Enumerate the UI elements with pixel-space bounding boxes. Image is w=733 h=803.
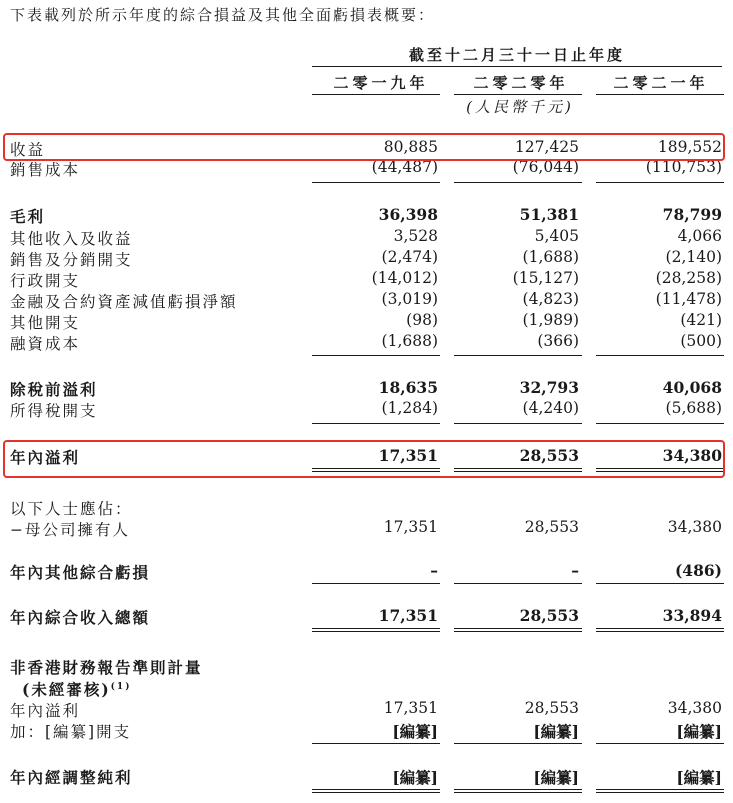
header-divider — [312, 66, 722, 67]
cell-profit-non-hkfrs-2020: 28,553 — [524, 699, 579, 717]
year-header-2020: 二零二零年 — [473, 74, 569, 92]
cell-selling-expenses-2021: (2,140) — [665, 248, 722, 266]
subtotal-rule — [454, 743, 582, 744]
cell-impairment-losses-2020: (4,823) — [522, 290, 579, 308]
cell-admin-expenses-2019: (14,012) — [371, 269, 438, 287]
year-underline-2020 — [454, 94, 582, 95]
cell-other-comprehensive-loss-2021: (486) — [674, 561, 722, 580]
cell-admin-expenses-2020: (15,127) — [512, 269, 579, 287]
revenue-highlight-box — [3, 133, 725, 161]
row-label-total-comprehensive-income: 年內綜合收入總額 — [10, 608, 151, 627]
subtotal-rule — [454, 583, 582, 584]
cell-finance-costs-2020: (366) — [537, 332, 579, 350]
cell-other-income-2021: 4,066 — [677, 227, 722, 245]
cell-profit-non-hkfrs-2021: 34,380 — [667, 699, 722, 717]
row-label-add-redacted-expenses: 加：[編纂]開支 — [10, 723, 132, 741]
cell-profit-non-hkfrs-2019: 17,351 — [383, 699, 438, 717]
total-double-rule — [454, 628, 582, 632]
cell-profit-before-tax-2021: 40,068 — [662, 378, 722, 397]
row-label-owners-of-parent: −母公司擁有人 — [10, 521, 130, 539]
year-underline-2021 — [596, 94, 724, 95]
cell-cost-of-sales-2020: (76,044) — [512, 158, 579, 176]
row-label-non-hkfrs-measure: 非香港財務報告準則計量 — [10, 658, 203, 677]
cell-other-comprehensive-loss-2020: – — [571, 561, 579, 580]
year-header-2019: 二零一九年 — [333, 74, 429, 92]
row-label-revenue: 收益 — [10, 141, 46, 159]
cell-total-comprehensive-income-2019: 17,351 — [378, 606, 438, 625]
total-double-rule — [312, 628, 440, 632]
cell-selling-expenses-2019: (2,474) — [381, 248, 438, 266]
cell-gross-profit-2019: 36,398 — [378, 205, 438, 224]
cell-admin-expenses-2021: (28,258) — [655, 269, 722, 287]
cell-other-expenses-2020: (1,989) — [522, 311, 579, 329]
cell-adjusted-net-profit-2021: [編纂] — [676, 768, 722, 787]
cell-other-expenses-2021: (421) — [680, 311, 722, 329]
row-label-profit-for-year: 年內溢利 — [10, 448, 81, 467]
year-header-2021: 二零二一年 — [613, 74, 709, 92]
cell-finance-costs-2019: (1,688) — [381, 332, 438, 350]
cell-cost-of-sales-2021: (110,753) — [645, 158, 722, 176]
row-label-unaudited: (未經審核)$^{(1)}$ — [22, 680, 132, 699]
total-double-rule — [454, 789, 582, 793]
cell-other-expenses-2019: (98) — [406, 311, 438, 329]
total-double-rule — [596, 628, 724, 632]
row-label-adjusted-net-profit: 年內經調整純利 — [10, 768, 133, 787]
subtotal-rule — [596, 423, 724, 424]
total-double-rule — [312, 789, 440, 793]
cell-profit-for-year-2020: 28,553 — [519, 446, 579, 465]
cell-owners-of-parent-2019: 17,351 — [383, 518, 438, 536]
row-label-selling-expenses: 銷售及分銷開支 — [10, 251, 133, 269]
cell-revenue-2020: 127,425 — [514, 138, 579, 156]
row-label-other-income: 其他收入及收益 — [10, 230, 133, 248]
cell-owners-of-parent-2021: 34,380 — [667, 518, 722, 536]
subtotal-rule — [312, 743, 440, 744]
cell-revenue-2021: 189,552 — [657, 138, 722, 156]
cell-finance-costs-2021: (500) — [680, 332, 722, 350]
cell-income-tax-2020: (4,240) — [522, 399, 579, 417]
footnote-marker: (1) — [110, 681, 132, 692]
cell-other-income-2019: 3,528 — [393, 227, 438, 245]
cell-impairment-losses-2021: (11,478) — [655, 290, 722, 308]
subtotal-rule — [596, 182, 724, 183]
cell-redacted-expenses-2020: [編纂] — [533, 722, 579, 741]
cell-gross-profit-2020: 51,381 — [519, 205, 579, 224]
cell-profit-for-year-2021: 34,380 — [662, 446, 722, 465]
row-label-other-expenses: 其他開支 — [10, 314, 81, 332]
row-label-finance-costs: 融資成本 — [10, 335, 81, 353]
cell-revenue-2019: 80,885 — [383, 138, 438, 156]
cell-total-comprehensive-income-2021: 33,894 — [662, 606, 722, 625]
subtotal-rule — [596, 743, 724, 744]
row-label-income-tax: 所得稅開支 — [10, 402, 98, 420]
row-label-impairment-losses: 金融及合約資產減值虧損淨額 — [10, 293, 238, 311]
cell-redacted-expenses-2019: [編纂] — [392, 722, 438, 741]
subtotal-rule — [454, 355, 582, 356]
cell-income-tax-2021: (5,688) — [665, 399, 722, 417]
cell-other-income-2020: 5,405 — [534, 227, 579, 245]
subtotal-rule — [454, 423, 582, 424]
row-label-other-comprehensive-loss: 年內其他綜合虧損 — [10, 563, 151, 582]
cell-profit-before-tax-2020: 32,793 — [519, 378, 579, 397]
total-double-rule — [596, 789, 724, 793]
period-header: 截至十二月三十一日止年度 — [408, 46, 625, 64]
cell-redacted-expenses-2021: [編纂] — [676, 722, 722, 741]
subtotal-rule — [596, 583, 724, 584]
cell-gross-profit-2021: 78,799 — [662, 205, 722, 224]
row-label-gross-profit: 毛利 — [10, 207, 46, 226]
currency-unit: (人民幣千元) — [466, 98, 574, 116]
subtotal-rule — [312, 355, 440, 356]
cell-selling-expenses-2020: (1,688) — [522, 248, 579, 266]
cell-total-comprehensive-income-2020: 28,553 — [519, 606, 579, 625]
cell-owners-of-parent-2020: 28,553 — [524, 518, 579, 536]
cell-adjusted-net-profit-2020: [編纂] — [533, 768, 579, 787]
row-label-profit-before-tax: 除稅前溢利 — [10, 380, 98, 399]
row-label-admin-expenses: 行政開支 — [10, 272, 81, 290]
cell-cost-of-sales-2019: (44,487) — [371, 158, 438, 176]
subtotal-rule — [312, 583, 440, 584]
cell-adjusted-net-profit-2019: [編纂] — [392, 768, 438, 787]
subtotal-rule — [312, 182, 440, 183]
row-label-profit-for-year-non-hkfrs: 年內溢利 — [10, 702, 81, 720]
intro-text: 下表載列於所示年度的綜合損益及其他全面虧損表概要： — [10, 6, 436, 24]
cell-income-tax-2019: (1,284) — [381, 399, 438, 417]
cell-impairment-losses-2019: (3,019) — [381, 290, 438, 308]
cell-profit-for-year-2019: 17,351 — [378, 446, 438, 465]
row-label-attributable-to: 以下人士應佔： — [10, 500, 133, 518]
year-underline-2019 — [312, 94, 440, 95]
subtotal-rule — [312, 423, 440, 424]
cell-other-comprehensive-loss-2019: – — [430, 561, 438, 580]
row-label-cost-of-sales: 銷售成本 — [10, 161, 81, 179]
profit-for-year-highlight-box — [3, 440, 725, 478]
subtotal-rule — [596, 355, 724, 356]
cell-profit-before-tax-2019: 18,635 — [378, 378, 438, 397]
subtotal-rule — [454, 182, 582, 183]
